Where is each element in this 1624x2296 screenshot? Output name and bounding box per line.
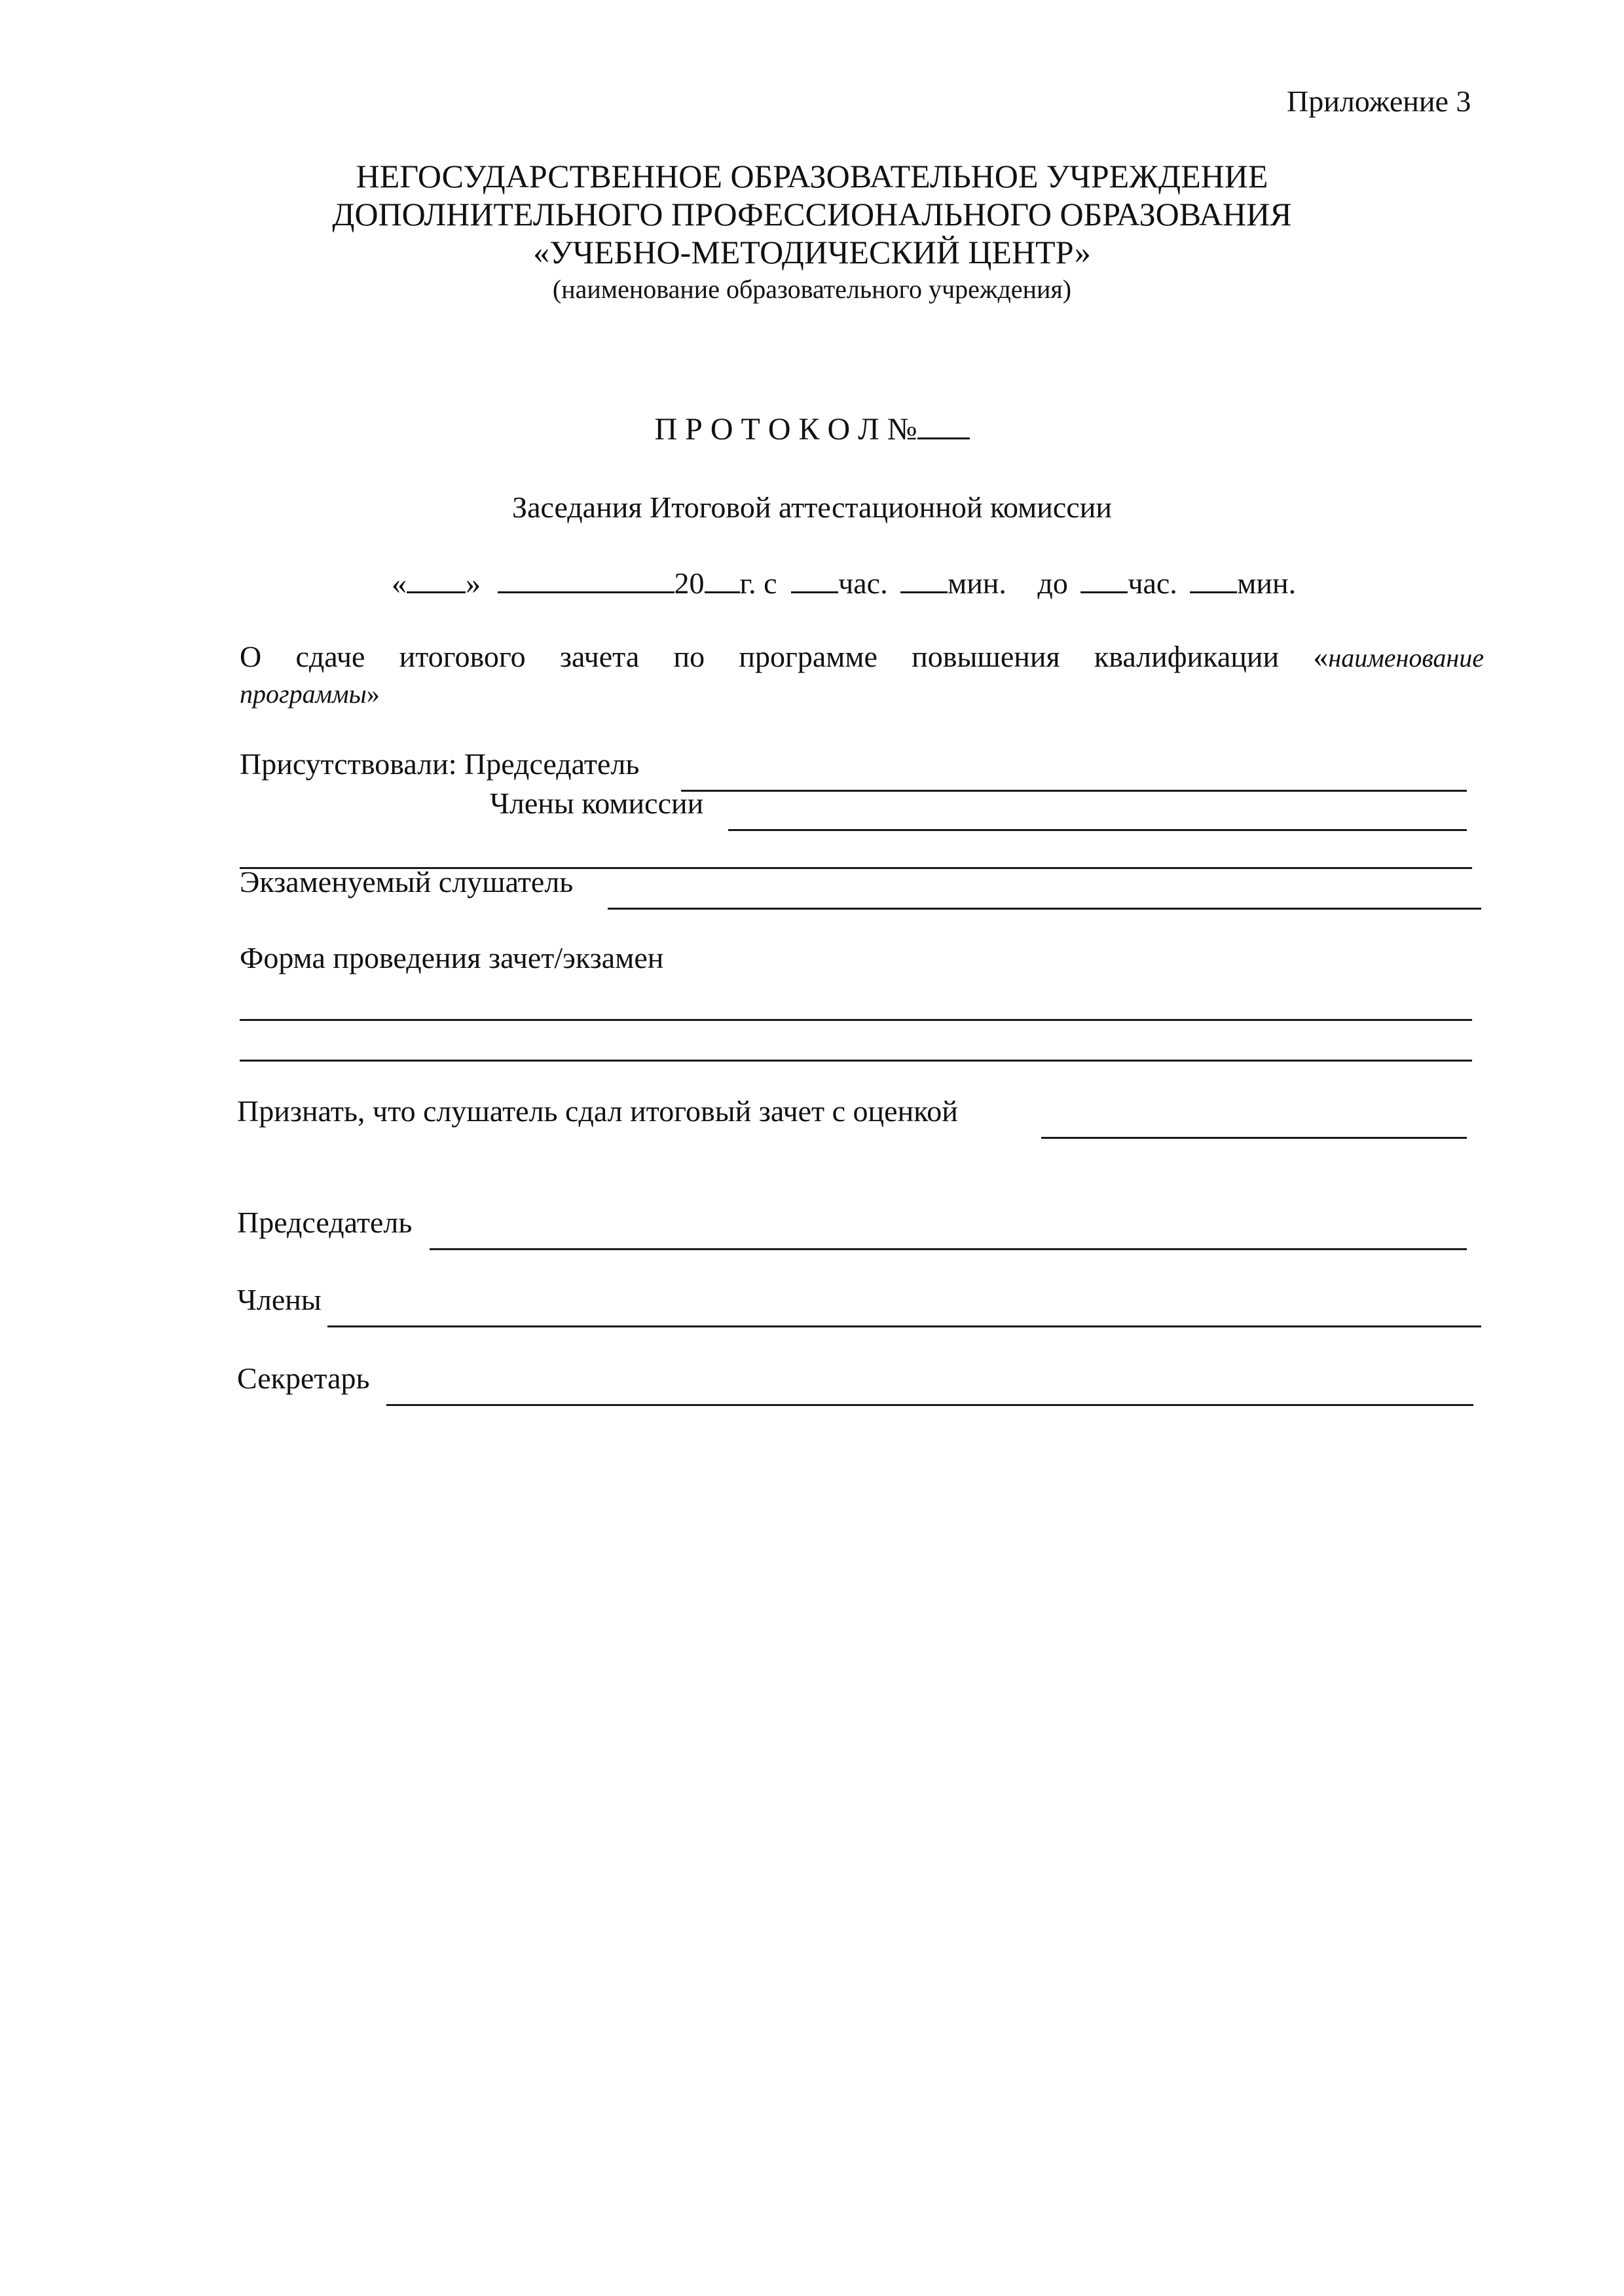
until-label: до <box>1037 566 1068 600</box>
signature-secretary-label: Секретарь <box>237 1361 370 1395</box>
program-name-italic-2: программы <box>240 679 367 709</box>
signature-members-blank <box>327 1325 1481 1327</box>
present-chairman-blank <box>681 790 1467 792</box>
date-line <box>392 566 1296 601</box>
date-open-quote: « <box>392 566 407 600</box>
year-suffix: г. с <box>739 566 777 600</box>
hours-to-blank <box>1080 591 1128 593</box>
minutes-from-label: мин. <box>948 566 1006 600</box>
year-blank <box>705 591 740 593</box>
signature-members-label: Члены <box>237 1283 322 1316</box>
protocol-title <box>0 411 1624 447</box>
day-blank <box>407 591 466 593</box>
signature-chairman-blank <box>430 1248 1467 1250</box>
form-label: Форма проведения зачет/экзамен <box>240 941 664 974</box>
form-blank-1 <box>240 1019 1472 1021</box>
month-blank <box>498 591 674 593</box>
hours-to-label: час. <box>1128 566 1177 600</box>
date-close-quote: » <box>466 566 481 600</box>
minutes-to-blank <box>1190 591 1237 593</box>
form-blank-2 <box>240 1060 1472 1062</box>
examinee-blank <box>608 908 1481 910</box>
appendix-label: Приложение 3 <box>1287 84 1471 118</box>
signature-secretary-blank <box>386 1404 1473 1406</box>
org-caption: (наименование образовательного учреждения) <box>552 274 1072 304</box>
subject-line-1 <box>240 639 1484 674</box>
subject-line-2 <box>240 678 380 709</box>
members-label: Члены комиссии <box>490 787 704 820</box>
signature-chairman-label: Председатель <box>237 1206 413 1239</box>
minutes-from-blank <box>900 591 948 593</box>
protocol-title-text: П Р О Т О К О Л № <box>654 412 917 447</box>
examinee-label: Экзаменуемый слушатель <box>240 865 574 898</box>
present-chairman-label: Присутствовали: Председатель <box>240 747 640 781</box>
subject-close-quote: » <box>366 679 380 709</box>
recognize-label: Признать, что слушатель сдал итоговый зачет с оценкой <box>237 1094 958 1128</box>
protocol-number-blank <box>917 437 970 439</box>
minutes-to-label: мин. <box>1237 566 1297 600</box>
year-prefix: 20 <box>674 566 705 600</box>
hours-from-label: час. <box>838 566 888 600</box>
members-blank <box>728 829 1467 831</box>
protocol-subtitle: Заседания Итоговой аттестационной комиссии <box>512 491 1112 524</box>
grade-blank <box>1041 1137 1467 1139</box>
org-line-3: «УЧЕБНО-МЕТОДИЧЕСКИЙ ЦЕНТР» <box>533 234 1091 270</box>
program-name-italic-1: наименование <box>1328 643 1484 673</box>
org-line-1: НЕГОСУДАРСТВЕННОЕ ОБРАЗОВАТЕЛЬНОЕ УЧРЕЖДЕНИЕ <box>356 158 1268 194</box>
org-line-2: ДОПОЛНИТЕЛЬНОГО ПРОФЕССИОНАЛЬНОГО ОБРАЗОВАНИЯ <box>332 196 1292 232</box>
subject-text: О сдаче итогового зачета по программе повышения квалификации « <box>240 640 1329 673</box>
hours-from-blank <box>791 591 838 593</box>
